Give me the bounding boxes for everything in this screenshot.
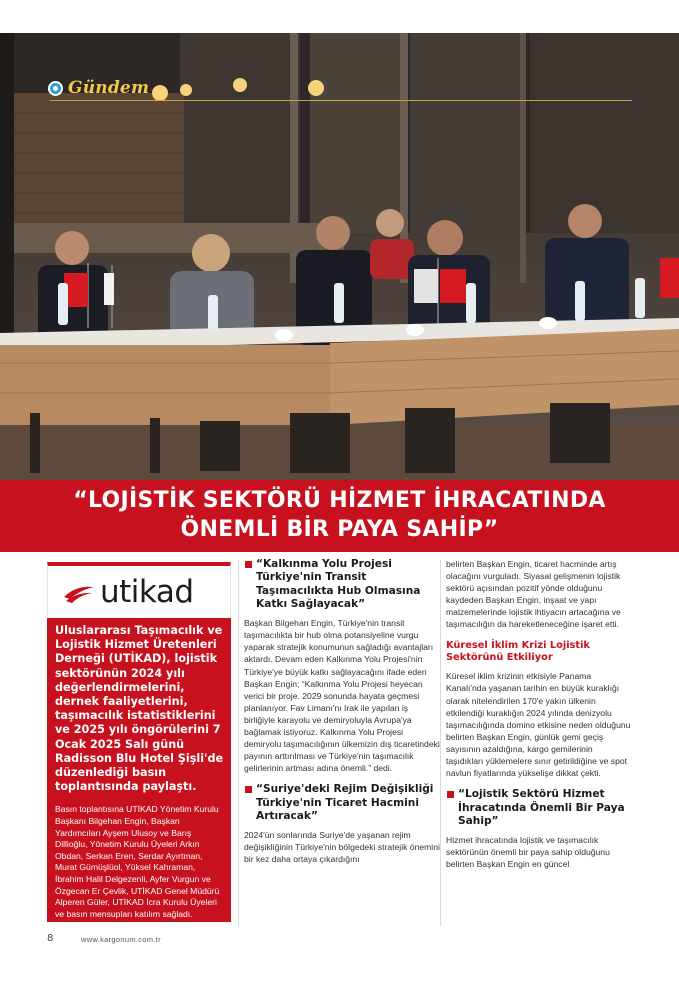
subhead-kalkinma-yolu: “Kalkınma Yolu Projesi Türkiye'nin Transit Taşımacılıkta Hub Olmasına Katkı Sağlayacak” (244, 558, 441, 611)
section-title: Gündem (68, 78, 150, 98)
logo-text: utikad (100, 574, 194, 610)
headline (0, 486, 679, 544)
paragraph: Küresel iklim krizinin etkisiyle Panama Kanalı'nda yaşanan tarihin en büyük kuraklığı olarak nitelendirilen 170'e yakın ülkenin etkilendiği kuraklığın 2024 yılında denizyolu taşımacılığında domino etkisine neden olduğunu belirten Başkan Engin, günlük gemi geçiş sayısının azaldığına, kargo gemilerinin taşıdıkları yüklemelere sınır getirildiğine ve spot navlun fiyatlarında yükselişe dikkat çekti. (446, 671, 631, 779)
circle-badge-icon (48, 81, 63, 96)
subhead-suriye: “Suriye'deki Rejim Değişikliği Türkiye'nin Ticaret Hacmini Artıracak” (244, 783, 441, 823)
footer-url: www.kargonum.com.tr (81, 935, 161, 944)
intro-box (47, 618, 231, 922)
headline-line-2: ÖNEMLİ BİR PAYA SAHİP” (180, 517, 499, 542)
press-conference-photo (0, 33, 679, 480)
column-divider (238, 560, 239, 926)
intro-lead: Uluslararası Taşımacılık ve Lojistik Hizmet Üretenleri Derneği (UTİKAD), lojistik sektörünün 2024 yılı değerlendirmelerini, dernek faaliyetlerini, taşımacılık istatistiklerini ve 2025 yılı öngörülerini 7 Ocak 2025 Salı günü Radisson Blu Hotel Şişli'de düzenlediği basın toplantısında paylaştı. (55, 624, 224, 794)
intro-body: Basın toplantısına UTİKAD Yönetim Kurulu Başkanı Bilgehan Engin, Başkan Yardımcıları Ayşem Ulusoy ve Barış Dillioğlu, Yönetim Kurulu Üyeleri Arkın Obdan, Serkan Eren, Serdar Ayırtman, Murat Gümüşlüol, Yüksel Kahraman, İbrahim Halil Delgezenli, Ayfer Vurgun ve Özgecan Er Çevlik, UTİKAD Genel Müdürü Alperen Güler, UTİKAD İcra Kurulu Üyeleri ve basın mensupları katılım sağladı. (55, 804, 220, 919)
swoosh-icon (62, 582, 96, 604)
utikad-logo (47, 562, 231, 618)
paragraph: Başkan Bilgehan Engin, Türkiye'nin transit taşımacılıkta bir hub olma potansiyeline vurgu yaparak stratejik konumunun sağladığı avantajları aktardı. Devam eden Kalkınma Yolu Projesi'nin Türkiye'ye büyük katkı sağlayacağını ifade eden Başkan Engin; “Kalkınma Yolu Projesi heyecan verici bir proje. 2029 sonunda hayata geçmesi planlanıyor. Fav Limanı'nı Irak ile yapılan iş birliğiyle karayolu ve demiryoluyla Avrupa'ya bağlamak istiyoruz. Kalkınma Yolu Projesi demiryolu taşımacılığının ülkemizin dış ticaretindeki payının arttırılması ve Türkiye'nin taşımacılık gelirlerinin artması adına önemli.” dedi. (244, 618, 440, 774)
column-divider (440, 560, 441, 926)
paragraph: 2024'ün sonlarında Suriye'de yaşanan rejim değişikliğinin Türkiye'nin bölgedeki stratejik önemini bir kez daha ortaya çıkardığını (244, 830, 440, 865)
section-badge (48, 78, 149, 98)
section-rule (50, 100, 632, 101)
left-column (47, 562, 231, 922)
page-number: 8 (47, 933, 54, 944)
middle-column (244, 558, 441, 926)
headline-band (0, 480, 679, 552)
headline-line-1: “LOJİSTİK SEKTÖRÜ HİZMET İHRACATINDA (73, 488, 606, 513)
right-column (446, 558, 632, 926)
subhead-hizmet-ihracati: “Lojistik Sektörü Hizmet İhracatında Önemli Bir Paya Sahip” (446, 788, 632, 828)
paragraph: belirten Başkan Engin, ticaret hacminde artış olacağını vurguladı. Siyasal gelişmenin lojistik sektörü açısından pozitif yönde olduğunu kaydeden Başkan Engin, inşaat ve yapı malzemelerinde lojistik ihtiyacın artacağına ve taşımacılığın da hareketleneceğine işaret etti. (446, 559, 621, 630)
paragraph: Hizmet ihracatında lojistik ve taşımacılık sektörünün önemli bir paya sahip olduğunu belirten Başkan Engin en güncel (446, 835, 610, 870)
subhead-iklim-krizi: Küresel İklim Krizi Lojistik Sektörünü Etkiliyor (446, 639, 590, 663)
